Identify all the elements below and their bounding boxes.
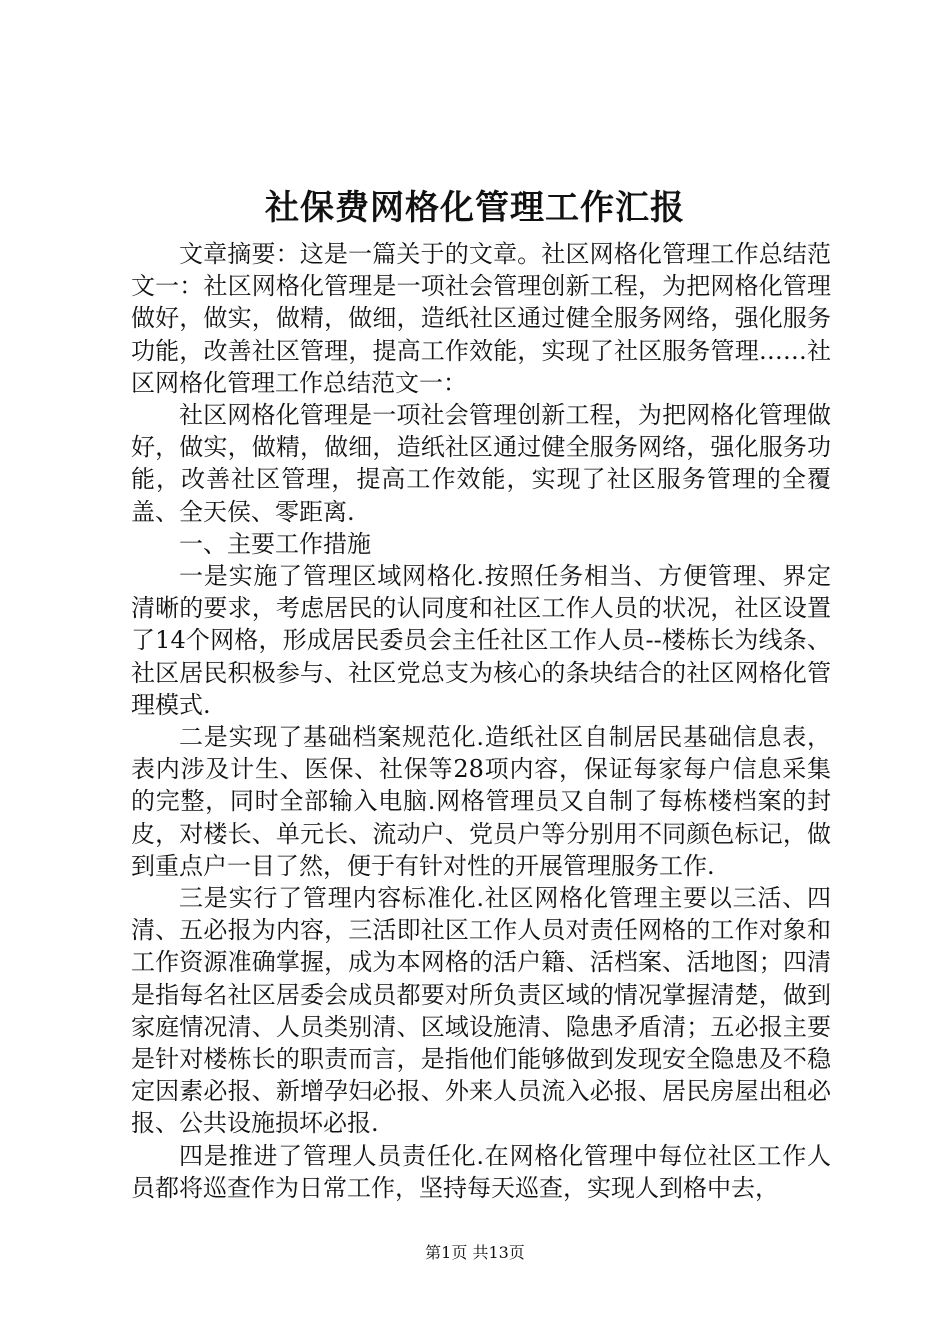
document-body <box>131 238 831 1204</box>
intro-paragraph: 社区网格化管理是一项社会管理创新工程，为把网格化管理做好，做实，做精，做细，造纸社区通过健全服务网络，强化服务功能，改善社区管理，提高工作效能，实现了社区服务管理的全覆盖、全天侯、零距离. <box>131 401 831 526</box>
measure-paragraph-4: 四是推进了管理人员责任化.在网格化管理中每位社区工作人员都将巡查作为日常工作，坚持每天巡查，实现人到格中去， <box>131 1141 831 1202</box>
measure-paragraph-2: 二是实现了基础档案规范化.造纸社区自制居民基础信息表，表内涉及计生、医保、社保等28项内容，保证每家每户信息采集的完整，同时全部输入电脑.网格管理员又自制了每栋楼档案的封皮，对楼长、单元长、流动户、党员户等分别用不同颜色标记，做到重点户一目了然，便于有针对性的开展管理服务工作. <box>131 723 831 880</box>
measure-paragraph-3: 三是实行了管理内容标准化.社区网格化管理主要以三活、四清、五必报为内容，三活即社区工作人员对责任网格的工作对象和工作资源准确掌握，成为本网格的活户籍、活档案、活地图；四清是指每名社区居委会成员都要对所负责区域的情况掌握清楚，做到家庭情况清、人员类别清、区域设施清、隐患矛盾清；五必报主要是针对楼栋长的职责而言，是指他们能够做到发现安全隐患及不稳定因素必报、新增孕妇必报、外来人员流入必报、居民房屋出租必报、公共设施损坏必报. <box>131 884 831 1138</box>
document-title: 社保费网格化管理工作汇报 <box>265 188 685 228</box>
abstract-paragraph: 文章摘要：这是一篇关于的文章。社区网格化管理工作总结范文一：社区网格化管理是一项社会管理创新工程，为把网格化管理做好，做实，做精，做细，造纸社区通过健全服务网络，强化服务功能，改善社区管理，提高工作效能，实现了社区服务管理……社区网格化管理工作总结范文一： <box>131 240 831 397</box>
page-number-footer: 第1页 共13页 <box>425 1243 525 1262</box>
measure-paragraph-1: 一是实施了管理区域网格化.按照任务相当、方便管理、界定清晰的要求，考虑居民的认同度和社区工作人员的状况，社区设置了14个网格，形成居民委员会主任社区工作人员--楼栋长为线条、社区居民积极参与、社区党总支为核心的条块结合的社区网格化管理模式. <box>131 562 831 719</box>
section-heading: 一、主要工作措施 <box>179 529 371 558</box>
